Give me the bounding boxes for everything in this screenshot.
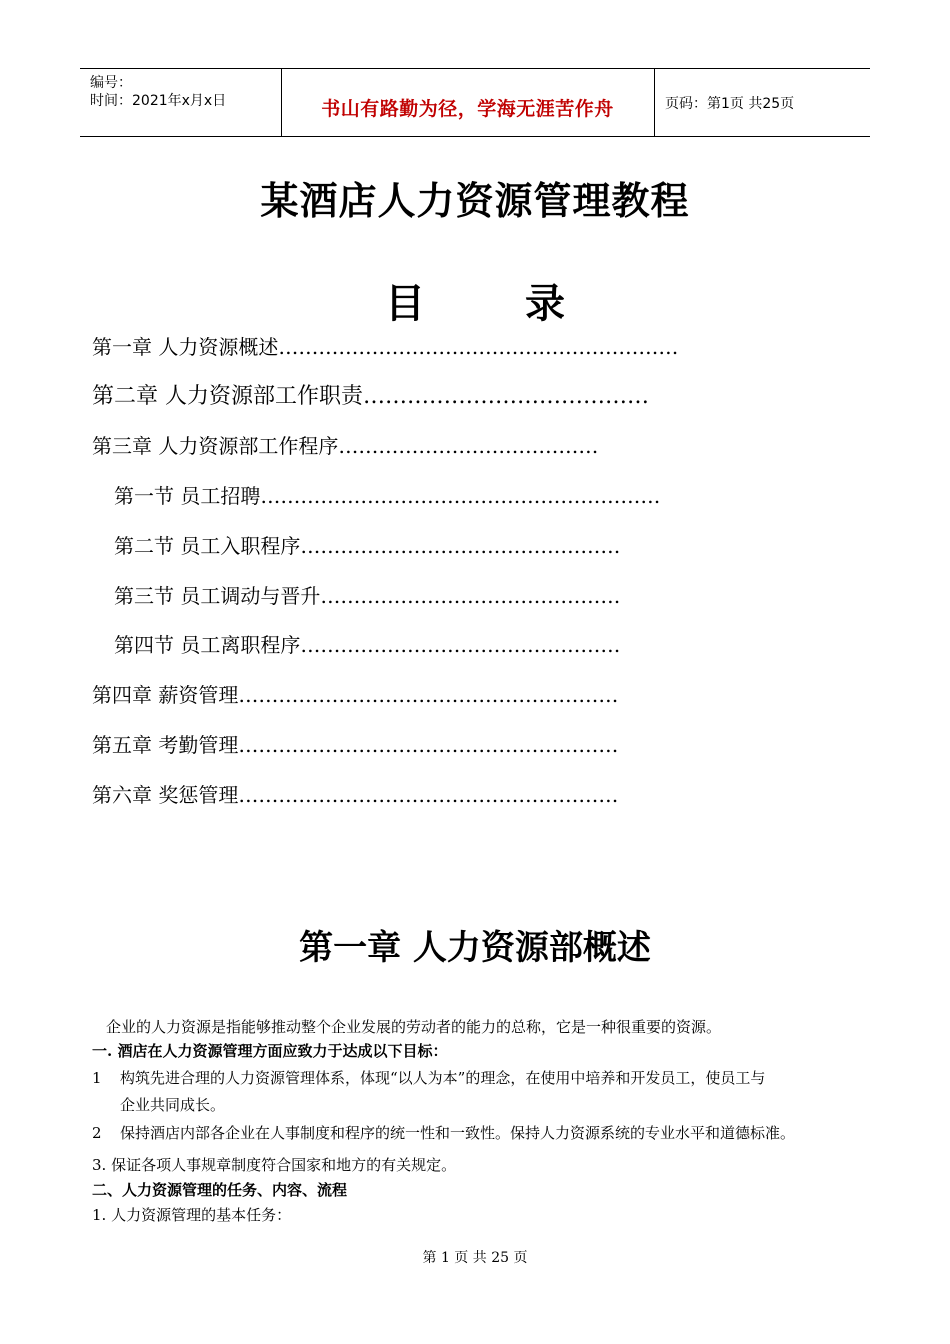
document-number-label: 编号： xyxy=(90,75,132,91)
toc-entry-leader: ……………………………………… xyxy=(320,584,621,608)
toc-entry[interactable] xyxy=(114,629,620,658)
toc-entry-leader: ………………………………………………… xyxy=(238,733,619,757)
list-item-number: 2 xyxy=(92,1124,102,1142)
toc-entry[interactable] xyxy=(92,729,618,758)
toc-entry[interactable] xyxy=(92,679,618,708)
header-middle-cell xyxy=(281,69,655,136)
toc-entry-label: 第二章 人力资源部工作职责 xyxy=(92,384,363,409)
toc-entry-leader: ………………………………… xyxy=(338,434,599,458)
toc-entry-label: 第一节 员工招聘 xyxy=(114,484,261,508)
toc-entry-leader: ………………………………………… xyxy=(300,534,621,558)
header-motto: 书山有路勤为径，学海无涯苦作舟 xyxy=(321,98,614,120)
toc-entry-leader: …………………………………………………… xyxy=(260,484,661,508)
document-title: 某酒店人力资源管理教程 xyxy=(260,178,690,223)
section-heading: 一. 酒店在人力资源管理方面应致力于达成以下目标： xyxy=(92,1042,448,1060)
page-footer: 第 1 页 共 25 页 xyxy=(422,1250,528,1266)
list-item-number: 1 xyxy=(92,1069,102,1087)
toc-title xyxy=(0,272,950,329)
list-item-text: 3. 保证各项人事规章制度符合国家和地方的有关规定。 xyxy=(92,1156,457,1174)
chapter-intro: 企业的人力资源是指能够推动整个企业发展的劳动者的能力的总称，它是一种很重要的资源。 xyxy=(106,1018,722,1036)
toc-entry-label: 第三章 人力资源部工作程序 xyxy=(92,434,339,458)
list-item-text: 保持酒店内部各企业在人事制度和程序的统一性和一致性。保持人力资源系统的专业水平和道德标准。 xyxy=(120,1124,796,1142)
list-item-text-continued: 企业共同成长。 xyxy=(120,1096,226,1114)
toc-title-part-2: 录 xyxy=(525,280,565,327)
toc-entry[interactable] xyxy=(114,530,620,559)
list-item-text: 构筑先进合理的人力资源管理体系，体现“以人为本”的理念，在使用中培养和开发员工，使员工与 xyxy=(120,1069,766,1087)
header-table xyxy=(80,68,870,137)
toc-entry-label: 第一章 人力资源概述 xyxy=(92,335,279,359)
chapter-title: 第一章 人力资源部概述 xyxy=(299,928,651,968)
section-heading: 二、人力资源管理的任务、内容、流程 xyxy=(92,1181,348,1199)
subsection-text: 1. 人力资源管理的基本任务： xyxy=(92,1206,292,1224)
toc-entry-leader: ………………………………………………… xyxy=(238,783,619,807)
toc-entry-label: 第四章 薪资管理 xyxy=(92,683,239,707)
header-left-cell xyxy=(80,69,282,136)
toc-entry-label: 第三节 员工调动与晋升 xyxy=(114,584,321,608)
toc-entry[interactable] xyxy=(92,430,598,459)
toc-entry-label: 第四节 员工离职程序 xyxy=(114,633,301,657)
header-right-cell xyxy=(655,69,870,136)
toc-entry[interactable] xyxy=(92,379,649,410)
toc-entry-leader: ………………………………………………… xyxy=(238,683,619,707)
toc-entry-leader: ………………………………… xyxy=(363,384,649,409)
toc-entry[interactable] xyxy=(114,580,620,609)
toc-title-part-1: 目 xyxy=(385,280,425,327)
toc-entry-label: 第二节 员工入职程序 xyxy=(114,534,301,558)
toc-entry-label: 第六章 奖惩管理 xyxy=(92,783,239,807)
toc-entry[interactable] xyxy=(92,779,618,808)
header-page-info: 页码：第1页 共25页 xyxy=(665,96,795,112)
toc-entry[interactable] xyxy=(92,331,678,360)
toc-entry-leader: ………………………………………… xyxy=(300,633,621,657)
toc-entry-leader: …………………………………………………… xyxy=(278,335,679,359)
toc-entry-label: 第五章 考勤管理 xyxy=(92,733,239,757)
toc-entry[interactable] xyxy=(114,480,660,509)
document-time-label: 时间：2021年x月x日 xyxy=(90,93,227,109)
